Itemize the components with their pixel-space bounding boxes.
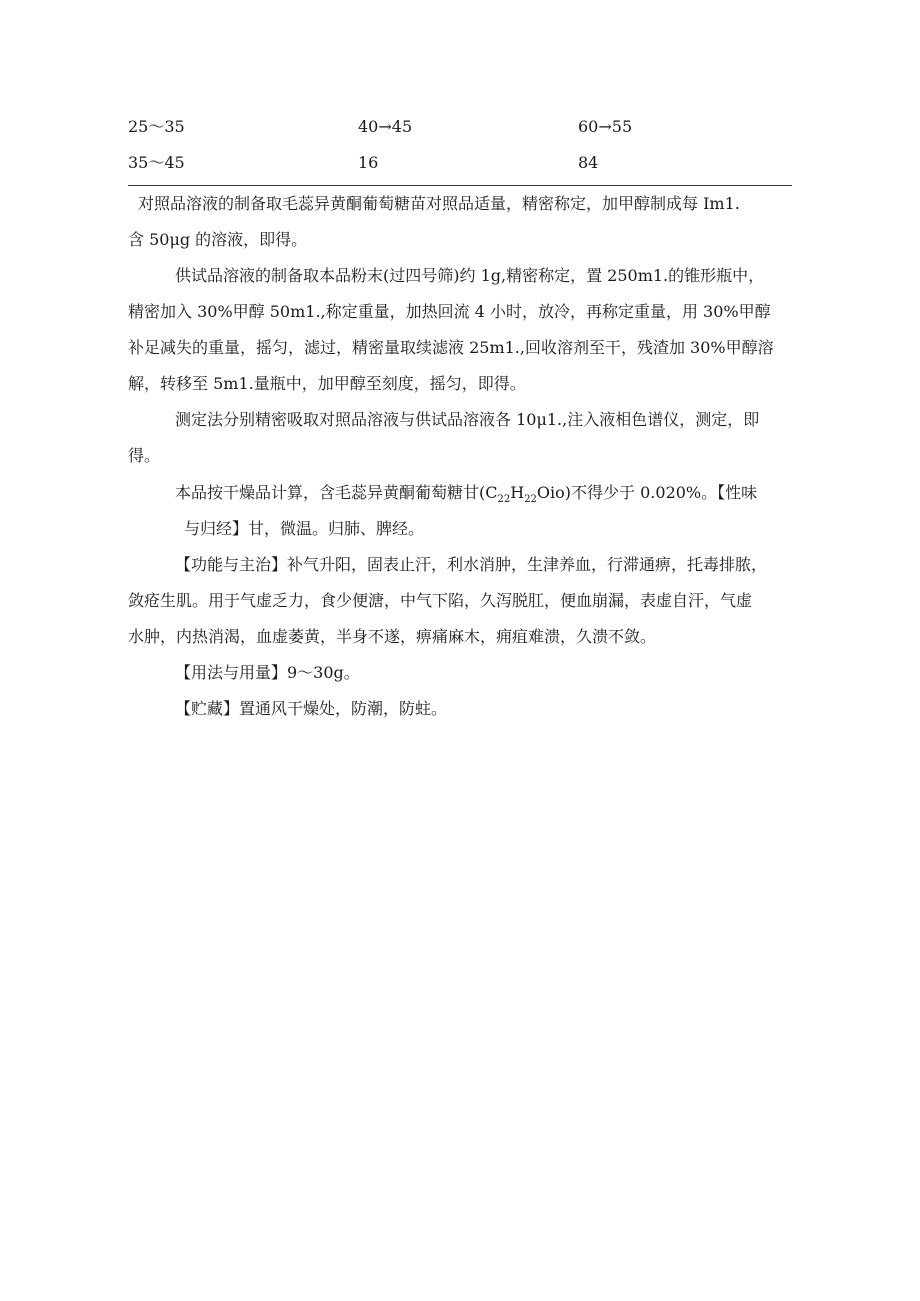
table-cell: 16 <box>358 153 379 172</box>
content-line-1 <box>175 483 758 506</box>
data-table <box>128 112 792 186</box>
usage-line: 【用法与用量】9～30g。 <box>175 663 360 682</box>
function-line-1: 【功能与主治】补气升阳，固表止汗，利水消肿，生津养血，行滞通痹，托毒排脓， <box>175 555 768 574</box>
content-line-2: 与归经】甘，微温。归肺、脾经。 <box>184 519 425 538</box>
formula-subscript: 22 <box>497 494 511 506</box>
formula-subscript: 22 <box>524 494 537 506</box>
ref-solution-line-1: 对照品溶液的制备取毛蕊异黄酮葡萄糖苗对照品适量，精密称定，加甲醇制成每 Im1. <box>138 194 740 213</box>
table-cell: 60→55 <box>578 117 633 136</box>
test-solution-line-3: 补足减失的重量，摇匀，滤过，精密量取续滤液 25m1.,回收溶剂至干，残渣加 30%甲醇溶 <box>128 338 774 357</box>
ref-solution-line-2: 含 50μg 的溶液，即得。 <box>128 230 308 249</box>
table-cell: 40→45 <box>358 117 413 136</box>
table-row <box>128 148 792 186</box>
test-solution-line-2: 精密加入 30%甲醇 50m1.,称定重量，加热回流 4 小时，放冷，再称定重量，用 30%甲醇 <box>128 302 771 321</box>
table-cell: 84 <box>578 153 599 172</box>
table-row <box>128 112 792 148</box>
test-solution-line-4: 解，转移至 5m1.量瓶中，加甲醇至刻度，摇匀，即得。 <box>128 374 526 393</box>
content-line-1-post: Oio)不得少于 0.020%。【性味 <box>536 483 758 502</box>
table-cell: 35～45 <box>128 153 185 172</box>
storage-line: 【贮藏】置通风干燥处，防潮，防蛀。 <box>175 699 448 718</box>
test-solution-line-1: 供试品溶液的制备取本品粉末(过四号筛)约 1g,精密称定，置 250m1.的锥形瓶中， <box>175 266 765 285</box>
table-cell: 25～35 <box>128 117 185 136</box>
formula-h: H <box>510 483 525 502</box>
method-line-2: 得。 <box>128 446 161 465</box>
method-line-1: 测定法分别精密吸取对照品溶液与供试品溶液各 10μ1.,注入液相色谱仪，测定，即 <box>175 410 760 429</box>
function-line-2: 敛疮生肌。用于气虚乏力，食少便溏，中气下陷，久泻脱肛，便血崩漏，表虚自汗，气虚 <box>128 591 753 610</box>
content-line-1-pre: 本品按干燥品计算，含毛蕊异黄酮葡萄糖甘(C <box>175 483 498 502</box>
function-line-3: 水肿，内热消渴，血虚萎黄，半身不遂，痹痛麻木，痈疽难溃，久溃不敛。 <box>128 627 657 646</box>
